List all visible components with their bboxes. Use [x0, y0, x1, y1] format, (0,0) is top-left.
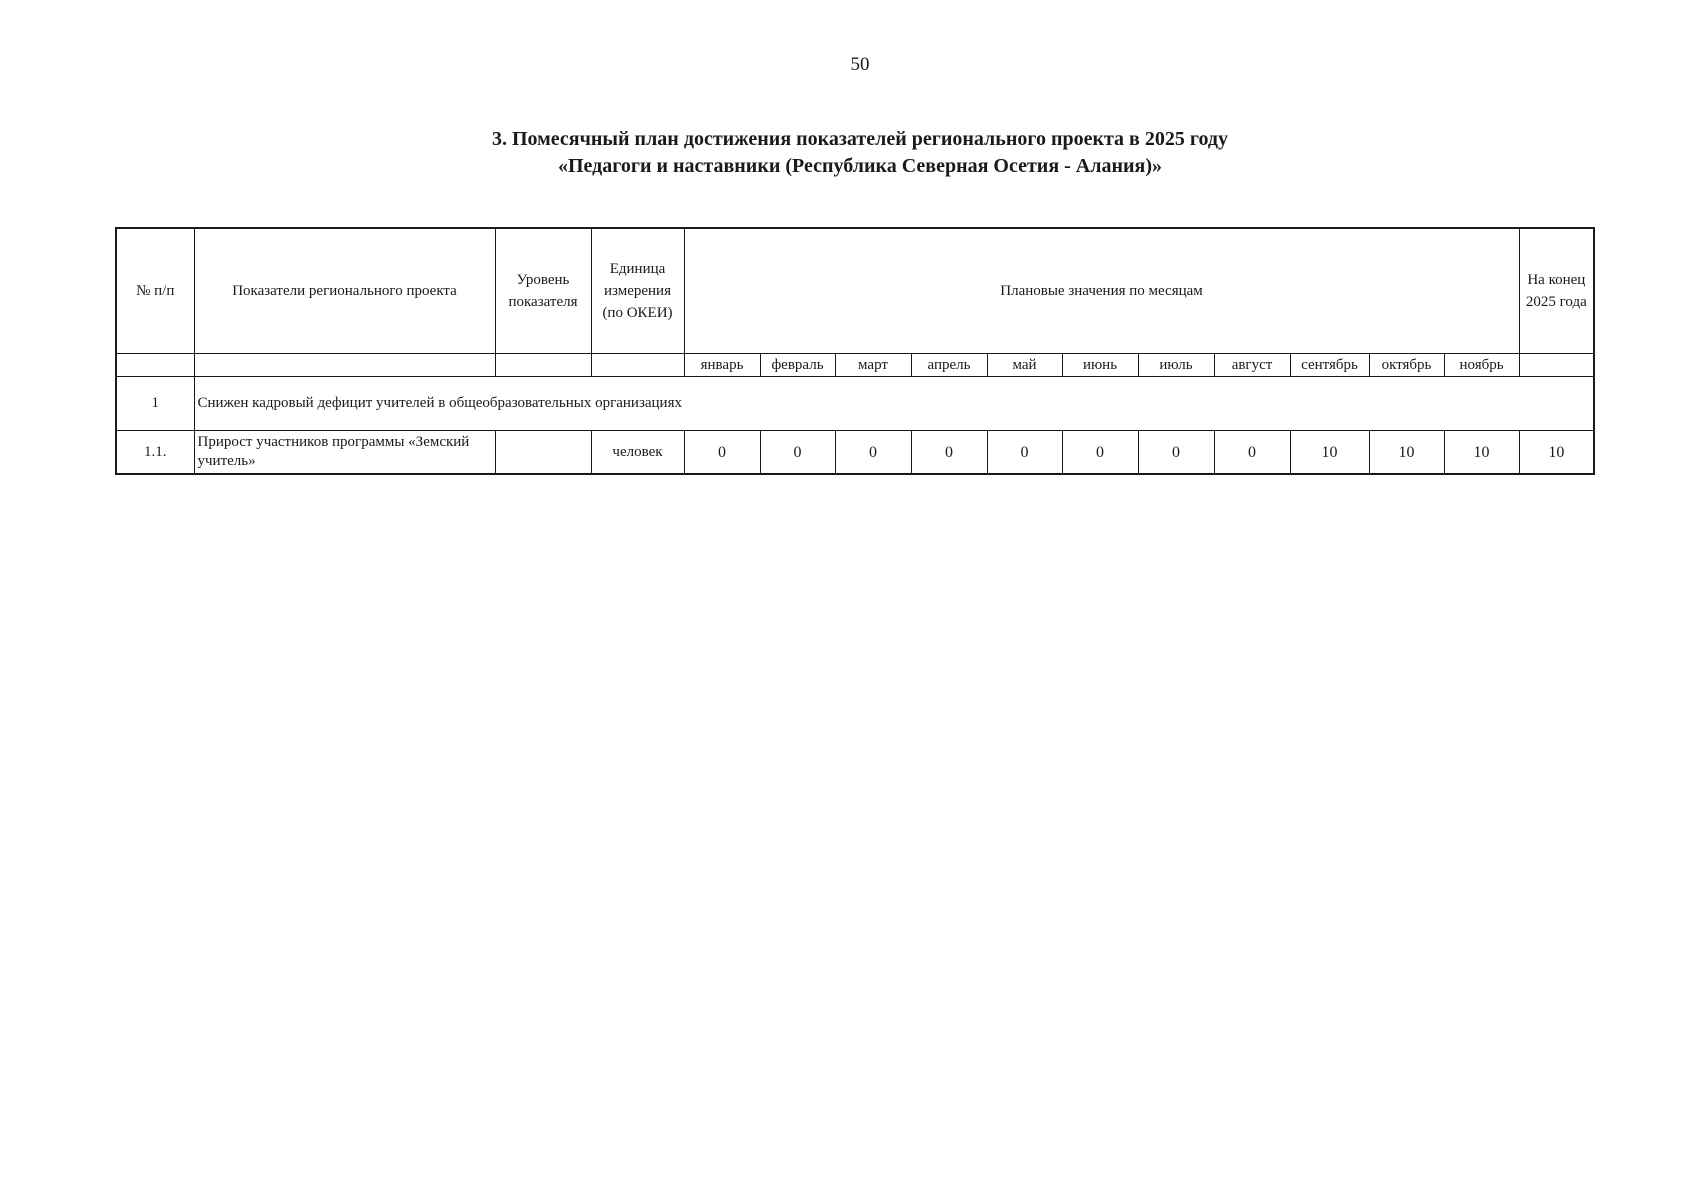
value-june: 0	[1062, 431, 1138, 475]
month-june: июнь	[1062, 354, 1138, 377]
empty-cell	[591, 354, 684, 377]
month-november: ноябрь	[1444, 354, 1519, 377]
month-april: апрель	[911, 354, 987, 377]
header-indicator: Показатели регионального проекта	[194, 228, 495, 354]
month-july: июль	[1138, 354, 1214, 377]
title-line-1: 3. Помесячный план достижения показателей регионального проекта в 2025 году	[492, 128, 1228, 150]
document-title	[0, 126, 1687, 180]
month-august: август	[1214, 354, 1290, 377]
value-july: 0	[1138, 431, 1214, 475]
section-row	[116, 377, 1594, 431]
month-march: март	[835, 354, 911, 377]
empty-cell	[1519, 354, 1594, 377]
table-row	[116, 431, 1594, 475]
month-header-row	[116, 354, 1594, 377]
value-year-end: 10	[1519, 431, 1594, 475]
monthly-plan-table	[115, 227, 1595, 475]
page-number: 50	[850, 54, 870, 75]
value-october: 10	[1369, 431, 1444, 475]
month-january: январь	[684, 354, 760, 377]
value-april: 0	[911, 431, 987, 475]
header-level: Уровень показателя	[495, 228, 591, 354]
header-monthly: Плановые значения по месяцам	[684, 228, 1519, 354]
value-january: 0	[684, 431, 760, 475]
row-num: 1.1.	[116, 431, 194, 475]
value-august: 0	[1214, 431, 1290, 475]
value-september: 10	[1290, 431, 1369, 475]
header-year-end: На конец 2025 года	[1519, 228, 1594, 354]
section-num: 1	[116, 377, 194, 431]
header-num: № п/п	[116, 228, 194, 354]
empty-cell	[495, 354, 591, 377]
header-row	[116, 228, 1594, 354]
row-indicator: Прирост участников программы «Земский учитель»	[194, 431, 495, 475]
value-may: 0	[987, 431, 1062, 475]
month-may: май	[987, 354, 1062, 377]
month-october: октябрь	[1369, 354, 1444, 377]
empty-cell	[194, 354, 495, 377]
header-unit: Единица измерения (по ОКЕИ)	[591, 228, 684, 354]
section-text: Снижен кадровый дефицит учителей в общеобразовательных организациях	[194, 377, 1594, 431]
month-september: сентябрь	[1290, 354, 1369, 377]
row-level	[495, 431, 591, 475]
value-march: 0	[835, 431, 911, 475]
month-february: февраль	[760, 354, 835, 377]
value-february: 0	[760, 431, 835, 475]
empty-cell	[116, 354, 194, 377]
value-november: 10	[1444, 431, 1519, 475]
row-unit: человек	[591, 431, 684, 475]
title-line-2: «Педагоги и наставники (Республика Северная Осетия - Алания)»	[558, 155, 1162, 177]
